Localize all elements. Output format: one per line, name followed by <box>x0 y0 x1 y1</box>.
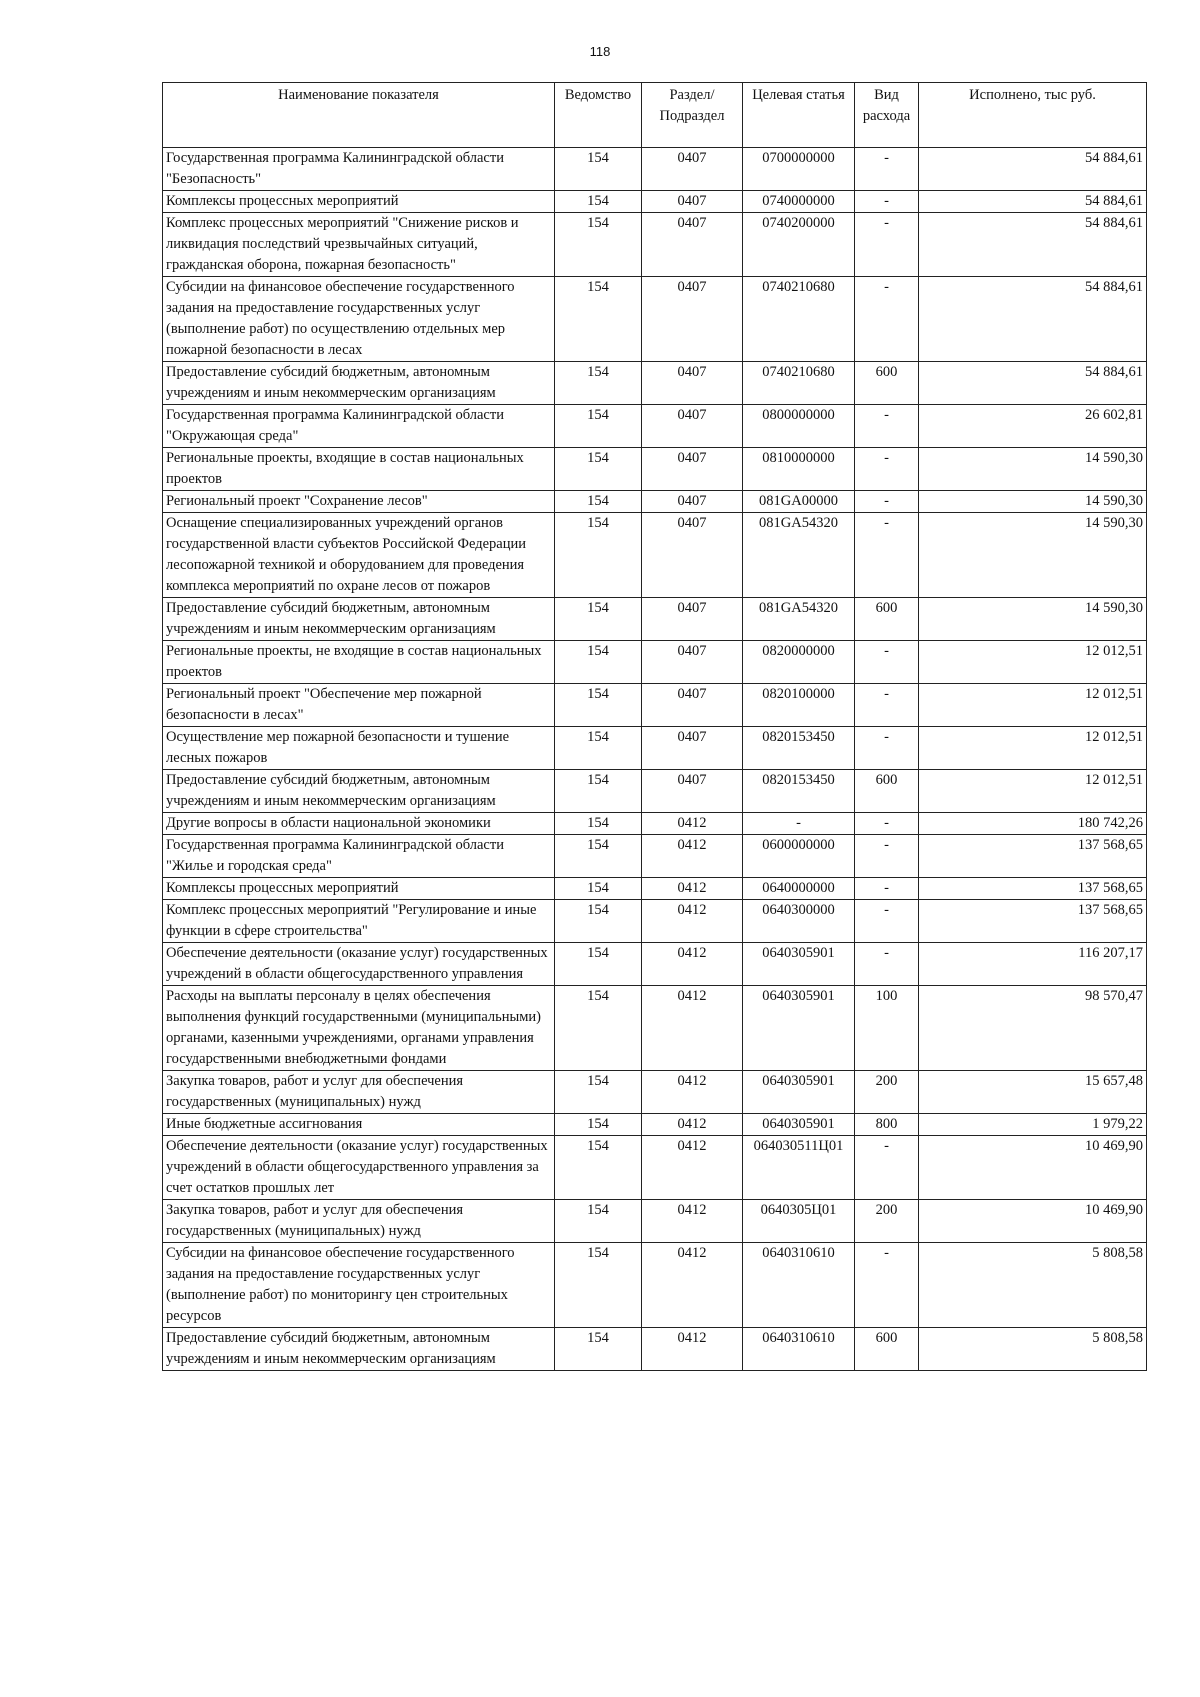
table-row <box>163 727 1147 770</box>
cell-name: Другие вопросы в области национальной экономики <box>163 813 555 835</box>
cell-kind: 600 <box>855 362 919 405</box>
cell-kind: - <box>855 878 919 900</box>
cell-kind: - <box>855 813 919 835</box>
cell-amount: 54 884,61 <box>919 277 1147 362</box>
page-number: 118 <box>589 44 611 59</box>
cell-section: 0407 <box>642 727 743 770</box>
cell-target: 0820000000 <box>743 641 855 684</box>
cell-name: Комплексы процессных мероприятий <box>163 191 555 213</box>
cell-dept: 154 <box>555 213 642 277</box>
cell-kind: - <box>855 513 919 598</box>
cell-target: 0740210680 <box>743 277 855 362</box>
cell-target: 0740200000 <box>743 213 855 277</box>
cell-dept: 154 <box>555 148 642 191</box>
cell-section: 0412 <box>642 1328 743 1371</box>
cell-amount: 10 469,90 <box>919 1136 1147 1200</box>
cell-kind: 600 <box>855 1328 919 1371</box>
cell-name: Предоставление субсидий бюджетным, автономным учреждениям и иным некоммерческим организациям <box>163 1328 555 1371</box>
cell-section: 0412 <box>642 1136 743 1200</box>
cell-dept: 154 <box>555 277 642 362</box>
cell-amount: 54 884,61 <box>919 213 1147 277</box>
table-row <box>163 1136 1147 1200</box>
cell-name: Комплекс процессных мероприятий "Снижение рисков и ликвидация последствий чрезвычайных ситуаций, гражданская оборона, пожарная безопасность" <box>163 213 555 277</box>
cell-target: 0640300000 <box>743 900 855 943</box>
cell-amount: 54 884,61 <box>919 148 1147 191</box>
cell-section: 0407 <box>642 191 743 213</box>
cell-name: Комплекс процессных мероприятий "Регулирование и иные функции в сфере строительства" <box>163 900 555 943</box>
cell-target: 081GA54320 <box>743 513 855 598</box>
table-row <box>163 900 1147 943</box>
cell-kind: - <box>855 277 919 362</box>
cell-kind: - <box>855 641 919 684</box>
table-row <box>163 986 1147 1071</box>
cell-target: 0640305901 <box>743 986 855 1071</box>
cell-dept: 154 <box>555 684 642 727</box>
cell-name: Предоставление субсидий бюджетным, автономным учреждениям и иным некоммерческим организациям <box>163 598 555 641</box>
cell-name: Обеспечение деятельности (оказание услуг) государственных учреждений в области общегосударственного управления за счет остатков прошлых лет <box>163 1136 555 1200</box>
cell-amount: 14 590,30 <box>919 448 1147 491</box>
cell-section: 0407 <box>642 770 743 813</box>
cell-dept: 154 <box>555 1243 642 1328</box>
cell-section: 0407 <box>642 513 743 598</box>
cell-kind: - <box>855 835 919 878</box>
cell-kind: - <box>855 448 919 491</box>
cell-amount: 14 590,30 <box>919 513 1147 598</box>
cell-target: 081GA54320 <box>743 598 855 641</box>
cell-amount: 54 884,61 <box>919 191 1147 213</box>
table-row <box>163 878 1147 900</box>
table-header-row <box>163 83 1147 148</box>
cell-name: Региональный проект "Сохранение лесов" <box>163 491 555 513</box>
cell-target: 0600000000 <box>743 835 855 878</box>
cell-section: 0412 <box>642 1114 743 1136</box>
cell-kind: - <box>855 1136 919 1200</box>
cell-amount: 5 808,58 <box>919 1243 1147 1328</box>
cell-dept: 154 <box>555 1071 642 1114</box>
cell-dept: 154 <box>555 362 642 405</box>
cell-name: Оснащение специализированных учреждений органов государственной власти субъектов Российской Федерации лесопожарной техникой и оборудованием для проведения комплекса мероприятий по охране лесов от пожаров <box>163 513 555 598</box>
cell-name: Предоставление субсидий бюджетным, автономным учреждениям и иным некоммерческим организациям <box>163 362 555 405</box>
cell-amount: 14 590,30 <box>919 598 1147 641</box>
cell-section: 0412 <box>642 1071 743 1114</box>
cell-name: Комплексы процессных мероприятий <box>163 878 555 900</box>
cell-kind: 600 <box>855 770 919 813</box>
cell-name: Региональные проекты, входящие в состав национальных проектов <box>163 448 555 491</box>
cell-amount: 12 012,51 <box>919 727 1147 770</box>
cell-target: 0640305Ц01 <box>743 1200 855 1243</box>
cell-kind: - <box>855 405 919 448</box>
cell-kind: - <box>855 943 919 986</box>
table-row <box>163 448 1147 491</box>
cell-dept: 154 <box>555 598 642 641</box>
table-row <box>163 641 1147 684</box>
cell-dept: 154 <box>555 1200 642 1243</box>
cell-target: 0640305901 <box>743 943 855 986</box>
cell-target: 0700000000 <box>743 148 855 191</box>
cell-section: 0407 <box>642 598 743 641</box>
cell-dept: 154 <box>555 641 642 684</box>
cell-dept: 154 <box>555 491 642 513</box>
header-amount: Исполнено, тыс руб. <box>919 83 1147 148</box>
cell-section: 0407 <box>642 448 743 491</box>
cell-kind: 200 <box>855 1071 919 1114</box>
cell-section: 0412 <box>642 900 743 943</box>
table-row <box>163 491 1147 513</box>
table-row <box>163 513 1147 598</box>
header-kind: Вид расхода <box>855 83 919 148</box>
cell-name: Осуществление мер пожарной безопасности и тушение лесных пожаров <box>163 727 555 770</box>
header-dept: Ведомство <box>555 83 642 148</box>
cell-dept: 154 <box>555 1114 642 1136</box>
cell-section: 0407 <box>642 641 743 684</box>
cell-amount: 137 568,65 <box>919 900 1147 943</box>
table-row <box>163 1243 1147 1328</box>
cell-name: Государственная программа Калининградской области "Безопасность" <box>163 148 555 191</box>
cell-target: - <box>743 813 855 835</box>
cell-name: Обеспечение деятельности (оказание услуг) государственных учреждений в области общегосударственного управления <box>163 943 555 986</box>
cell-dept: 154 <box>555 727 642 770</box>
cell-name: Закупка товаров, работ и услуг для обеспечения государственных (муниципальных) нужд <box>163 1071 555 1114</box>
cell-kind: - <box>855 900 919 943</box>
cell-amount: 5 808,58 <box>919 1328 1147 1371</box>
cell-amount: 10 469,90 <box>919 1200 1147 1243</box>
cell-section: 0407 <box>642 405 743 448</box>
cell-amount: 98 570,47 <box>919 986 1147 1071</box>
table-row <box>163 148 1147 191</box>
cell-target: 0740210680 <box>743 362 855 405</box>
cell-kind: - <box>855 148 919 191</box>
cell-dept: 154 <box>555 878 642 900</box>
cell-target: 0800000000 <box>743 405 855 448</box>
cell-section: 0412 <box>642 943 743 986</box>
cell-kind: - <box>855 727 919 770</box>
cell-kind: 800 <box>855 1114 919 1136</box>
cell-section: 0407 <box>642 213 743 277</box>
cell-name: Предоставление субсидий бюджетным, автономным учреждениям и иным некоммерческим организациям <box>163 770 555 813</box>
table-row <box>163 1200 1147 1243</box>
cell-target: 0640310610 <box>743 1243 855 1328</box>
cell-kind: - <box>855 491 919 513</box>
cell-amount: 12 012,51 <box>919 770 1147 813</box>
cell-amount: 116 207,17 <box>919 943 1147 986</box>
cell-name: Государственная программа Калининградской области "Окружающая среда" <box>163 405 555 448</box>
cell-section: 0407 <box>642 684 743 727</box>
cell-dept: 154 <box>555 835 642 878</box>
table-row <box>163 943 1147 986</box>
cell-dept: 154 <box>555 1136 642 1200</box>
cell-amount: 15 657,48 <box>919 1071 1147 1114</box>
cell-section: 0407 <box>642 491 743 513</box>
header-target: Целевая статья <box>743 83 855 148</box>
cell-target: 0640310610 <box>743 1328 855 1371</box>
cell-section: 0407 <box>642 277 743 362</box>
cell-dept: 154 <box>555 405 642 448</box>
cell-name: Региональные проекты, не входящие в состав национальных проектов <box>163 641 555 684</box>
table-row <box>163 277 1147 362</box>
table-row <box>163 213 1147 277</box>
cell-kind: - <box>855 191 919 213</box>
cell-name: Закупка товаров, работ и услуг для обеспечения государственных (муниципальных) нужд <box>163 1200 555 1243</box>
table-row <box>163 813 1147 835</box>
cell-amount: 54 884,61 <box>919 362 1147 405</box>
cell-dept: 154 <box>555 813 642 835</box>
cell-amount: 180 742,26 <box>919 813 1147 835</box>
cell-amount: 1 979,22 <box>919 1114 1147 1136</box>
cell-section: 0412 <box>642 878 743 900</box>
table-row <box>163 770 1147 813</box>
cell-target: 0820153450 <box>743 770 855 813</box>
table-row <box>163 405 1147 448</box>
cell-name: Региональный проект "Обеспечение мер пожарной безопасности в лесах" <box>163 684 555 727</box>
cell-section: 0407 <box>642 148 743 191</box>
cell-target: 0810000000 <box>743 448 855 491</box>
cell-dept: 154 <box>555 986 642 1071</box>
cell-dept: 154 <box>555 1328 642 1371</box>
cell-amount: 14 590,30 <box>919 491 1147 513</box>
cell-amount: 12 012,51 <box>919 641 1147 684</box>
table-row <box>163 1114 1147 1136</box>
cell-amount: 26 602,81 <box>919 405 1147 448</box>
cell-kind: 100 <box>855 986 919 1071</box>
cell-name: Государственная программа Калининградской области "Жилье и городская среда" <box>163 835 555 878</box>
table-row <box>163 1328 1147 1371</box>
cell-target: 0640305901 <box>743 1114 855 1136</box>
cell-section: 0412 <box>642 986 743 1071</box>
cell-name: Расходы на выплаты персоналу в целях обеспечения выполнения функций государственными (муниципальными) органами, казенными учреждениями, органами управления государственными внебюджетными фондами <box>163 986 555 1071</box>
table-row <box>163 191 1147 213</box>
cell-kind: 200 <box>855 1200 919 1243</box>
cell-kind: - <box>855 684 919 727</box>
cell-target: 0740000000 <box>743 191 855 213</box>
cell-name: Субсидии на финансовое обеспечение государственного задания на предоставление государственных услуг (выполнение работ) по осуществлению отдельных мер пожарной безопасности в лесах <box>163 277 555 362</box>
cell-section: 0412 <box>642 1243 743 1328</box>
table-row <box>163 598 1147 641</box>
cell-dept: 154 <box>555 513 642 598</box>
cell-kind: - <box>855 213 919 277</box>
cell-target: 064030511Ц01 <box>743 1136 855 1200</box>
cell-name: Иные бюджетные ассигнования <box>163 1114 555 1136</box>
table-row <box>163 362 1147 405</box>
cell-section: 0412 <box>642 1200 743 1243</box>
cell-amount: 137 568,65 <box>919 878 1147 900</box>
cell-dept: 154 <box>555 943 642 986</box>
cell-target: 0820153450 <box>743 727 855 770</box>
cell-dept: 154 <box>555 770 642 813</box>
budget-table <box>162 82 1147 1371</box>
cell-kind: - <box>855 1243 919 1328</box>
cell-target: 081GA00000 <box>743 491 855 513</box>
table-row <box>163 1071 1147 1114</box>
cell-amount: 12 012,51 <box>919 684 1147 727</box>
cell-target: 0640305901 <box>743 1071 855 1114</box>
header-section: Раздел/ Подраздел <box>642 83 743 148</box>
cell-dept: 154 <box>555 900 642 943</box>
table-row <box>163 835 1147 878</box>
table-row <box>163 684 1147 727</box>
cell-section: 0412 <box>642 813 743 835</box>
cell-name: Субсидии на финансовое обеспечение государственного задания на предоставление государственных услуг (выполнение работ) по мониторингу цен строительных ресурсов <box>163 1243 555 1328</box>
cell-target: 0640000000 <box>743 878 855 900</box>
cell-dept: 154 <box>555 191 642 213</box>
cell-amount: 137 568,65 <box>919 835 1147 878</box>
cell-section: 0407 <box>642 362 743 405</box>
cell-section: 0412 <box>642 835 743 878</box>
cell-dept: 154 <box>555 448 642 491</box>
cell-kind: 600 <box>855 598 919 641</box>
cell-target: 0820100000 <box>743 684 855 727</box>
header-name: Наименование показателя <box>163 83 555 148</box>
